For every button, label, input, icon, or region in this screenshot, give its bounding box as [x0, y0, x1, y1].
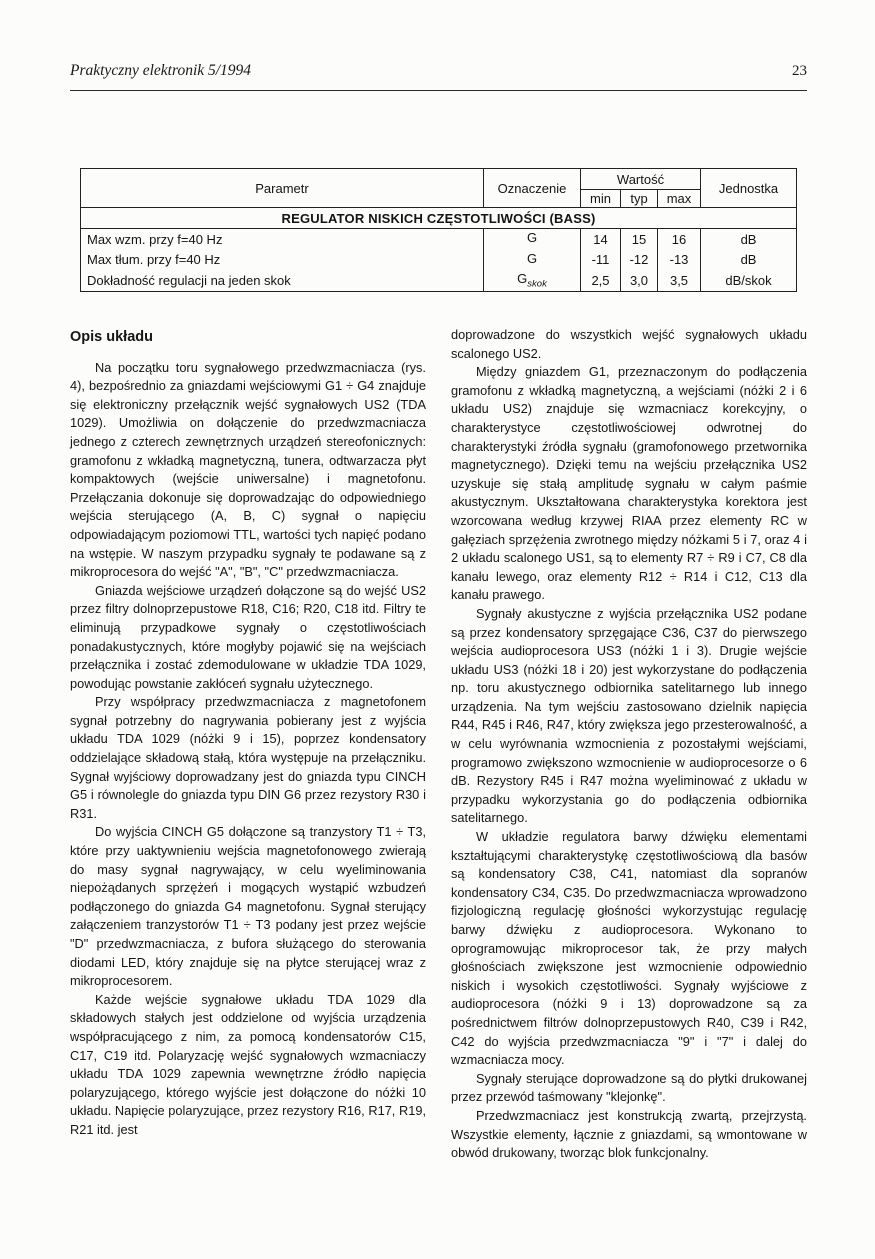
article-paragraph: W układzie regulatora barwy dźwięku elementami kształtującymi charakterystykę częstotliwościową dla basów są kondensatory C38, C41, natomiast dla sopranów kondensatory C34, C35. Do przedwzmacniacza wprowadzono fizjologiczną regulację głośności wykorzystując regulację barwy dźwięku z audioprocesora. Wykonano to oprogramowując mikroprocesor tak, że przy małych głośnościach zwiększone jest wzmocnienie odpowiednio niskich i wysokich częstotliwości. Sygnały wyjściowe z audioprocesora (nóżki 9 i 13) doprowadzone są za pośrednictwem filtrów dolnoprzepustowych R40, C39 i R42, C42 do wyjścia przedwzmacniacza "9" i "7" i dalej do wzmacniacza mocy. [451, 829, 807, 1068]
article-paragraph: Sygnały akustyczne z wyjścia przełącznika US2 podane są przez kondensatory sprzęgające C36, C37 do pierwszego wejścia audioprocesora US3 (nóżki 1 i 3). Drugie wejście układu US3 (nóżki 18 i 20) jest wykorzystane do podłączenia np. toru akustycznego odbiornika satelitarnego lub innego urządzenia. Na tym wejściu zastosowano dzielnik napięcia R44, R45 i R46, R47, który zwiększa jego przesterowalność, a w celu wyrównania wzmocnienia z pozostałymi wejściami, programowo zwiększono wzmocnienie w audioprocesorze o 6 dB. Rezystory R45 i R47 można wyeliminować z układu w przypadku wykorzystania go do podłączenia odbiornika satelitarnego. [451, 605, 807, 826]
cell-typ: 15 [621, 229, 658, 250]
cell-jednostka: dB [701, 229, 797, 250]
col-header-wartosc: Wartość [581, 169, 701, 190]
article-paragraph: Między gniazdem G1, przeznaczonym do podłączenia gramofonu z wkładką magnetyczną, a wejściami (nóżki 2 i 6 układu US2) znajduje się wzmacniacz korekcyjny, o charakterystyce częstotliwościowej odwrotnej do charakterystyki źródła sygnału (gramofonowego przetwornika magnetycznego). Dzięki temu na wejściu przełącznika US2 uzyskuje się stałą amplitudę sygnału w całym paśmie akustycznym. Ukształtowana charakterystyka korektora jest wzorcowana według krzywej RIAA przez elementy RC w gałęziach sprzężenia zwrotnego między nóżkami 5 i 7, oraz 4 i 2 układu scalonego US1, są to elementy R7 ÷ R9 i C7, C8 dla kanału lewego, oraz elementy R12 ÷ R14 i C12, C13 dla kanału prawego. [451, 364, 807, 603]
cell-typ: -12 [621, 250, 658, 271]
article-paragraph: doprowadzone do wszystkich wejść sygnałowych układu scalonego US2. [451, 327, 807, 361]
cell-parametr: Dokładność regulacji na jeden skok [87, 272, 291, 288]
cell-max: 16 [658, 229, 701, 250]
cell-max: -13 [658, 250, 701, 271]
table-row [81, 229, 797, 250]
col-header-parametr: Parametr [255, 180, 309, 196]
journal-title: Praktyczny elektronik 5/1994 [70, 62, 252, 79]
table-header-row [81, 169, 797, 190]
article-paragraph: Sygnały sterujące doprowadzone są do płytki drukowanej przez przewód taśmowany "klejonkę". [451, 1070, 807, 1105]
article-paragraph: Do wyjścia CINCH G5 dołączone są tranzystory T1 ÷ T3, które przy uaktywnieniu wejścia magnetofonowego zwierają do masy sygnał nagrywający, w celu wyeliminowania niepożądanych sprzężeń i mogących wystąpić wzbudzeń podłączonego do gniazda G4 magnetofonu. Sygnał sterujący załączeniem tranzystorów T1 ÷ T3 podany jest przez wejście "D" przedwzmacniacza, z bufora służącego do sterowania diodami LED, który znajduje się na płytce sterującej wraz z mikroprocesorem. [70, 824, 426, 989]
cell-min: 2,5 [581, 270, 621, 291]
article-paragraph: Na początku toru sygnałowego przedwzmacniacza (rys. 4), bezpośrednio za gniazdami wejściowymi G1 ÷ G4 znajduje się elektroniczny przełącznik wejść sygnałowych US2 (TDA 1029). Umożliwia on dołączenie do przedwzmacniacza jednego z czterech zewnętrznych urządzeń stereofonicznych: gramofonu z wkładką magnetyczną, tunera, odtwarzacza płyt kompaktowych (wejście uniwersalne) i magnetofonu. Przełączania dokonuje się doprowadzając do odpowiedniego wejścia sterującego (A, B, C) sygnał o napięciu odpowiadającym poziomowi TTL, wartości tych napięć podano na wstępie. W naszym przypadku sygnały te podawane są z mikroprocesora do wejść "A", "B", "C" przedwzmacniacza. [70, 359, 426, 580]
col-header-oznaczenie: Oznaczenie [484, 169, 581, 208]
cell-typ: 3,0 [621, 270, 658, 291]
article-paragraph: Gniazda wejściowe urządzeń dołączone są do wejść US2 przez filtry dolnoprzepustowe R18, C16; R20, C18 itd. Filtry te eliminują przypadkowe sygnały o częstotliwościach ponadakustycznych, które mogłyby pojawić się na wejściach przełącznika i zostać zdemodulowane w układzie TDA 1029, powodując powstanie zakłóceń sygnału użytecznego. [70, 582, 426, 691]
article-heading: Opis układu [70, 329, 153, 345]
cell-oznaczenie: G [484, 250, 581, 271]
article-paragraph: Każde wejście sygnałowe układu TDA 1029 dla składowych stałych jest oddzielone od wyjścia urządzenia współpracującego z nim, za pomocą kondensatorów C15, C17, C19 itd. Polaryzację wejść sygnałowych wzmacniaczy układu TDA 1029 zapewnia wewnętrzne źródło napięcia polaryzującego, którego wyjście jest dołączone do nóżki 10 układu. Napięcie polaryzujące, przez rezystory R16, R17, R19, R21 itd. jest [70, 991, 426, 1137]
table-section-row [81, 208, 797, 229]
table-section-title: REGULATOR NISKICH CZĘSTOTLIWOŚCI (BASS) [81, 208, 797, 229]
cell-max: 3,5 [658, 270, 701, 291]
page-number: 23 [792, 63, 807, 79]
cell-min: -11 [581, 250, 621, 271]
cell-min: 14 [581, 229, 621, 250]
article-paragraph: Przy współpracy przedwzmacniacza z magnetofonem sygnał potrzebny do nagrywania pobierany jest z wyjścia układu TDA 1029 (nóżki 9 i 15), poprzez kondensatory oddzielające składową stałą, która występuje na przełączniku. Sygnał wyjściowy doprowadzany jest do gniazda typu CINCH G5 i równolegle do gniazda typu DIN G6 przez rezystory R30 i R31. [70, 694, 426, 821]
page-header [70, 62, 807, 80]
col-header-typ: typ [621, 190, 658, 208]
col-header-min: min [581, 190, 621, 208]
cell-oznaczenie: $G_{skok}$ [484, 270, 581, 291]
article-body [70, 326, 807, 1163]
cell-parametr: Max tłum. przy f=40 Hz [87, 252, 221, 268]
cell-jednostka: dB/skok [701, 270, 797, 291]
col-header-max: max [658, 190, 701, 208]
cell-oznaczenie: G [484, 229, 581, 250]
spec-table [80, 168, 797, 292]
table-row [81, 270, 797, 291]
article-column-right [451, 326, 807, 1163]
header-divider [70, 90, 807, 91]
article-columns [70, 326, 807, 1163]
col-header-jednostka: Jednostka [701, 169, 797, 208]
cell-jednostka: dB [701, 250, 797, 271]
article-paragraph: Przedwzmacniacz jest konstrukcją zwartą, przejrzystą. Wszystkie elementy, łącznie z gniazdami, są wmontowane w obwód drukowany, tworząc blok funkcjonalny. [451, 1107, 807, 1161]
article-column-left [70, 326, 426, 1163]
table-row [81, 250, 797, 271]
cell-parametr: Max wzm. przy f=40 Hz [87, 231, 223, 247]
